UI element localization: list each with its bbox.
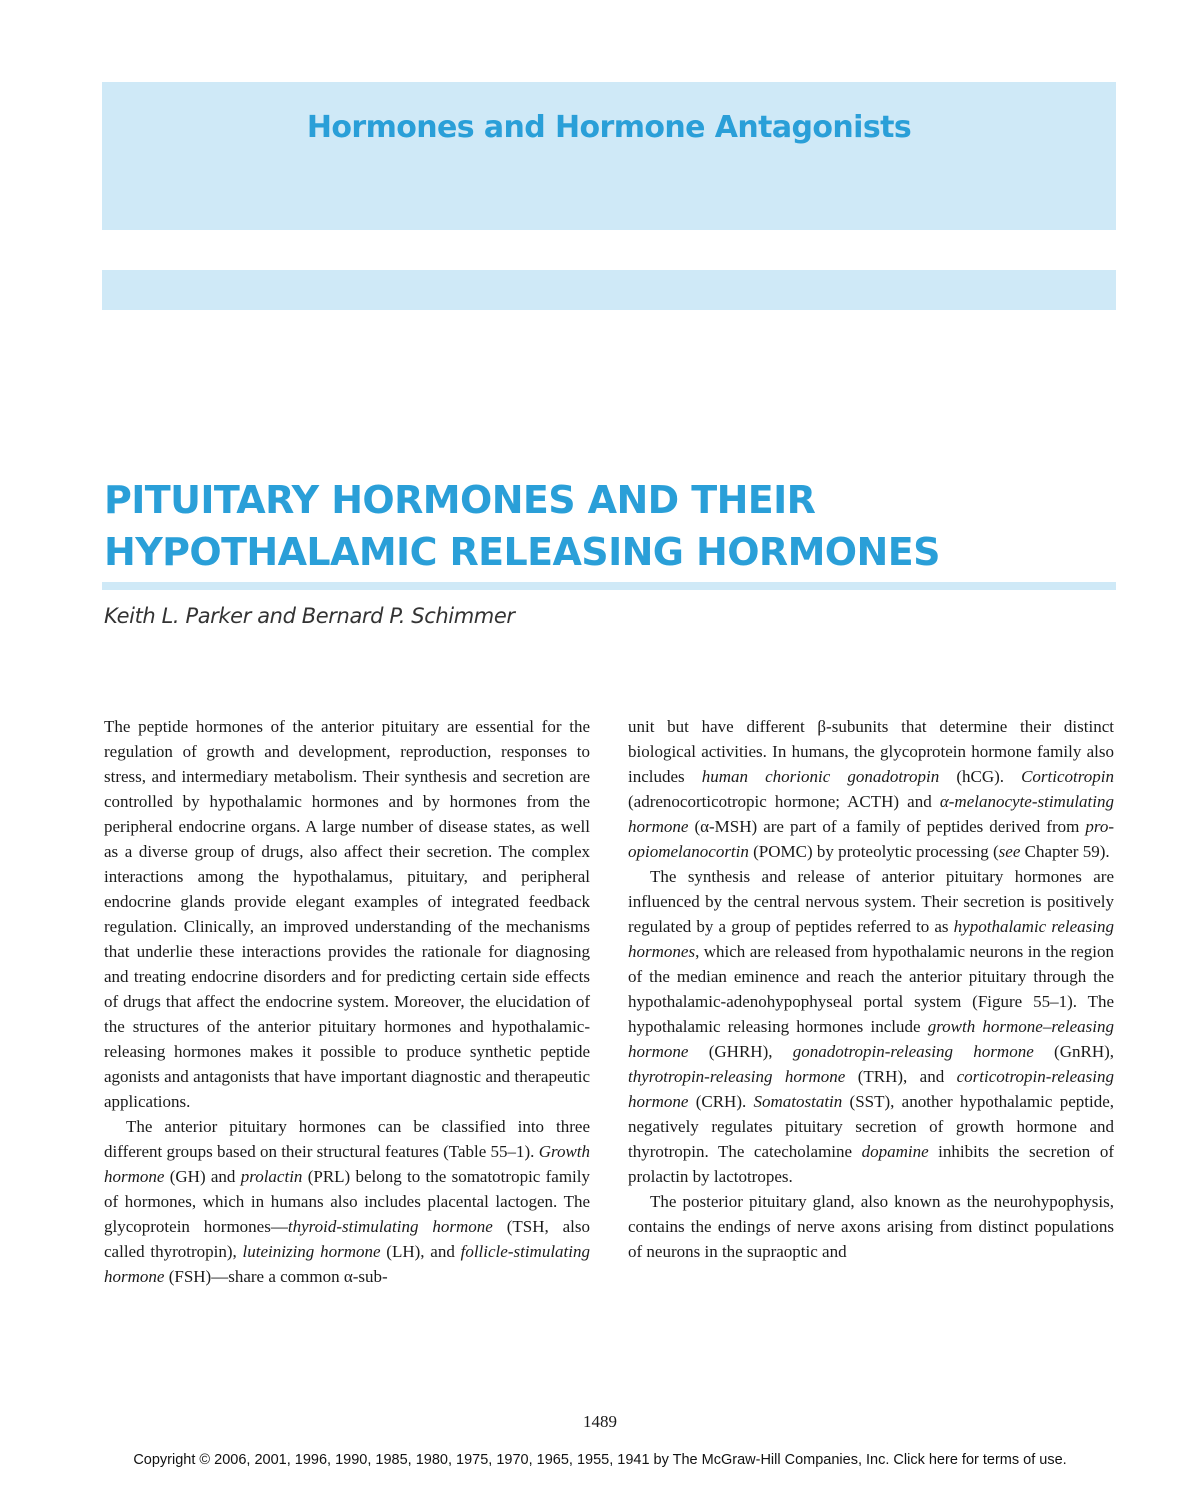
part-header-band — [102, 82, 1116, 230]
copyright-text: Copyright © 2006, 2001, 1996, 1990, 1985, 1980, 1975, 1970, 1965, 1955, 1941 by The McGraw-Hill Companies, Inc. — [133, 1452, 894, 1468]
chapter-title — [104, 474, 1114, 578]
paragraph: The synthesis and release of anterior pituitary hormones are influenced by the central nervous system. Their secretion is positively regulated by a group of peptides referred to as hypothalamic releasing hormones, which are released from hypothalamic neurons in the region of the median eminence and reach the anterior pituitary through the hypothalamic-adenohypophyseal portal system (Figure 55–1). The hypothalamic releasing hormones include growth hormone–releasing hormone (GHRH), gonadotropin-releasing hormone (GnRH), thyrotropin-releasing hormone (TRH), and corticotropin-releasing hormone (CRH). Somatostatin (SST), another hypothalamic peptide, negatively regulates pituitary secretion of growth hormone and thyrotropin. The catecholamine dopamine inhibits the secretion of prolactin by lactotropes. — [628, 867, 1115, 1186]
paragraph: unit but have different β-subunits that determine their distinct biological activities. In humans, the glycoprotein hormone family also includes human chorionic gonadotropin (hCG). Corticotropin (adrenocorticotropic hormone; ACTH) and α-melanocyte-stimulating hormone (α-MSH) are part of a family of peptides derived from pro-opiomelanocortin (POMC) by proteolytic processing (see Chapter 59). — [628, 717, 1114, 861]
copyright-notice — [0, 1452, 1200, 1468]
paragraph: The peptide hormones of the anterior pituitary are essential for the regulation of growth and development, reproduction, responses to stress, and intermediary metabolism. Their synthesis and secretion are controlled by hypothalamic hormones and by hormones from the peripheral endocrine organs. A large number of disease states, as well as a diverse group of drugs, also affect their secretion. The complex interactions among the hypothalamus, pituitary, and peripheral endocrine glands provide elegant examples of integrated feedback regulation. Clinically, an improved understanding of the mechanisms that underlie these interactions provides the rationale for diagnosing and treating endocrine disorders and for predicting certain side effects of drugs that affect the endocrine system. Moreover, the elucidation of the structures of the anterior pituitary hormones and hypothalamic-releasing hormones makes it possible to produce synthetic peptide agonists and antagonists that have important diagnostic and therapeutic applications. — [104, 717, 590, 1111]
right-column — [628, 714, 1114, 1264]
chapter-title-line-1: PITUITARY HORMONES AND THEIR — [104, 478, 816, 522]
page-number: 1489 — [583, 1412, 617, 1431]
paragraph: The posterior pituitary gland, also known as the neurohypophysis, contains the endings of nerve axons arising from distinct populations of neurons in the supraoptic and — [628, 1192, 1114, 1261]
chapter-authors: Keith L. Parker and Bernard P. Schimmer — [104, 604, 515, 628]
part-title: Hormones and Hormone Antagonists — [306, 110, 912, 145]
title-rule — [102, 582, 1116, 590]
left-column — [104, 714, 590, 1289]
paragraph: The anterior pituitary hormones can be classified into three different groups based on their structural features (Table 55–1). Growth hormone (GH) and prolactin (PRL) belong to the somatotropic family of hormones, which in humans also includes placental lactogen. The glycoprotein hormones—thyroid-stimulating hormone (TSH, also called thyrotropin), luteinizing hormone (LH), and follicle-stimulating hormone (FSH)—share a common α-sub- — [104, 1117, 591, 1286]
chapter-title-line-2: HYPOTHALAMIC RELEASING HORMONES — [104, 530, 940, 574]
terms-of-use-link[interactable]: Click here for terms of use. — [893, 1452, 1067, 1468]
header-bar — [102, 270, 1116, 310]
